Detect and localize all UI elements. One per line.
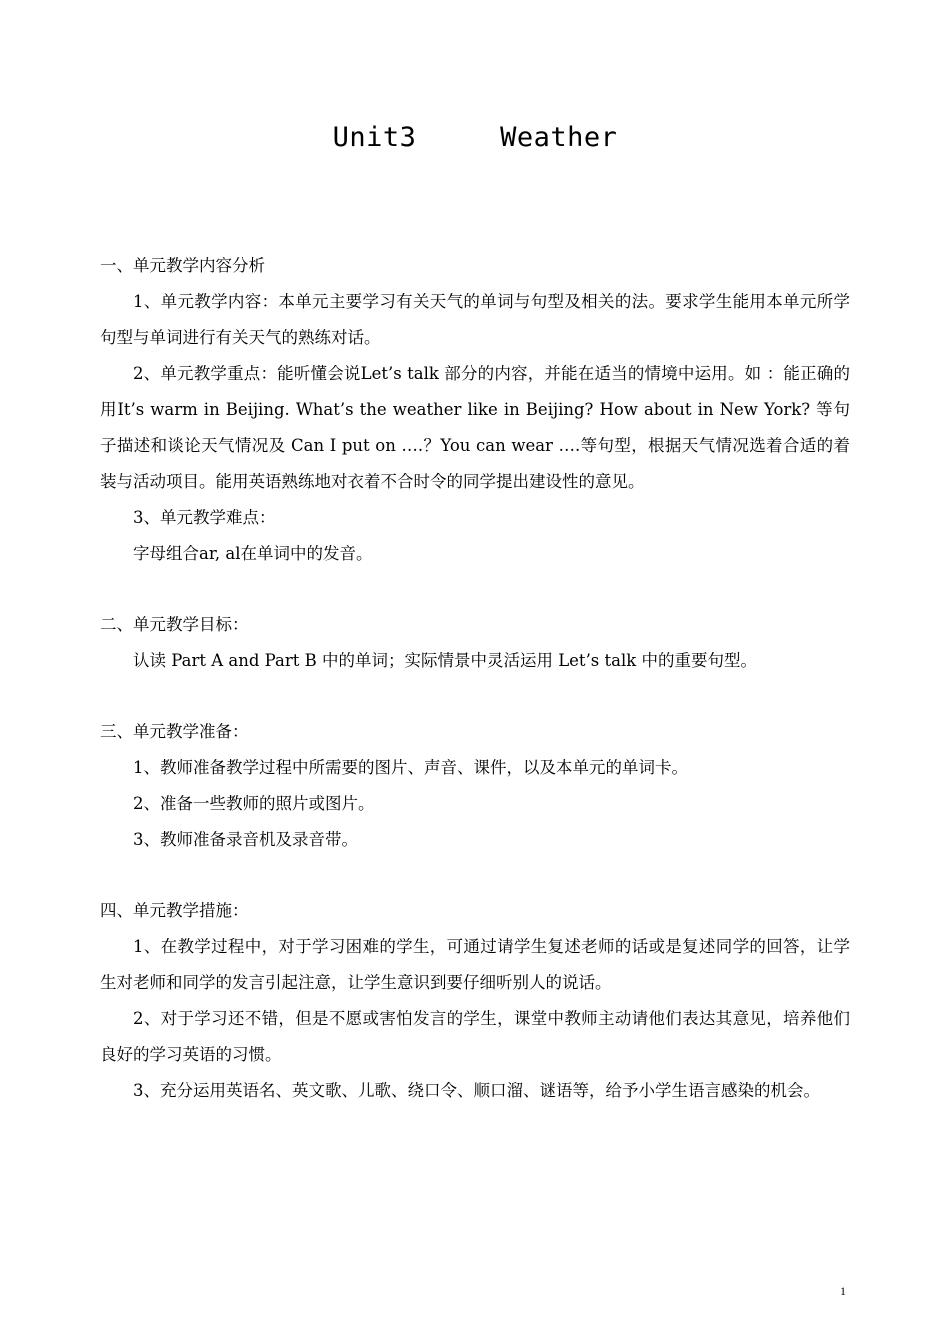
- section-teaching-preparation: [100, 714, 850, 858]
- paragraph: 认读 Part A and Part B 中的单词；实际情景中灵活运用 Let’s talk 中的重要句型。: [133, 651, 758, 670]
- paragraph: 字母组合ar, al在单词中的发音。: [133, 544, 373, 563]
- paragraph: 1、单元教学内容：本单元主要学习有关天气的单词与句型及相关的法。要求学生能用本单元所学句型与单词进行有关天气的熟练对话。: [100, 292, 850, 347]
- section-heading: 二、单元教学目标：: [100, 615, 249, 634]
- section-heading: 一、单元教学内容分析: [100, 256, 265, 275]
- section-heading: 四、单元教学措施：: [100, 901, 249, 920]
- paragraph: 3、教师准备录音机及录音带。: [133, 830, 358, 849]
- paragraph: 3、单元教学难点：: [133, 508, 276, 527]
- paragraph: 2、单元教学重点：能听懂会说Let’s talk 部分的内容，并能在适当的情境中运用。如 ：能正确的用It’s warm in Beijing. What’s the weather like in Beijing? How about in New York? 等句子描述和谈论天气情况及 Can I put on ….？You can wear ….等句型，根据天气情况选着合适的着装与活动项目。能用英语熟练地对衣着不合时令的同学提出建设性的意见。: [100, 364, 850, 491]
- document-body: [100, 248, 850, 1109]
- paragraph: 2、对于学习还不错，但是不愿或害怕发言的学生，课堂中教师主动请他们表达其意见，培养他们良好的学习英语的习惯。: [100, 1009, 850, 1064]
- section-teaching-measures: [100, 893, 850, 1109]
- page-number: 1: [840, 1284, 846, 1298]
- paragraph: 1、教师准备教学过程中所需要的图片、声音、课件，以及本单元的单词卡。: [133, 758, 688, 777]
- section-heading: 三、单元教学准备：: [100, 722, 249, 741]
- section-teaching-goals: [100, 607, 850, 679]
- paragraph: 1、在教学过程中，对于学习困难的学生，可通过请学生复述老师的话或是复述同学的回答，让学生对老师和同学的发言引起注意，让学生意识到要仔细听别人的说话。: [100, 937, 850, 992]
- document-title: Unit3 Weather: [332, 122, 618, 153]
- section-content-analysis: [100, 248, 850, 572]
- paragraph: 2、准备一些教师的照片或图片。: [133, 794, 375, 813]
- paragraph: 3、充分运用英语名、英文歌、儿歌、绕口令、顺口溜、谜语等，给予小学生语言感染的机会。: [133, 1081, 820, 1100]
